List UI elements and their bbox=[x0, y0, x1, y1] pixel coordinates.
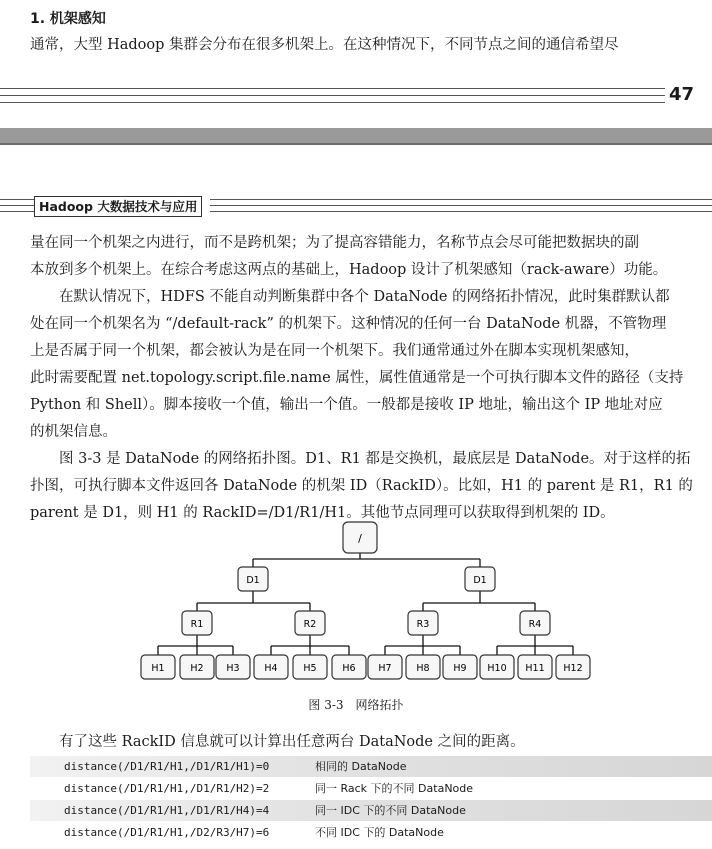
paragraph-line: 上是否属于同一个机架，都会被认为是在同一个机架下。我们通常通过外在脚本实现机架感知， bbox=[30, 343, 639, 359]
top-paragraph: 通常，大型 Hadoop 集群会分布在很多机架上。在这种情况下，不同节点之间的通信希望尽 bbox=[30, 37, 619, 53]
rack-label: R4 bbox=[528, 619, 542, 630]
rack-label: R2 bbox=[303, 619, 317, 630]
paragraph-line: parent 是 D1，则 H1 的 RackID=/D1/R1/H1。其他节点同理可以获取得到机架的 ID。 bbox=[30, 505, 615, 521]
paragraph-line: 的机架信息。 bbox=[30, 424, 117, 440]
rule-2 bbox=[0, 95, 665, 96]
paragraph-line: 此时需要配置 net.topology.script.file.name 属性，属性值通常是一个可执行脚本文件的路径（支持 bbox=[30, 370, 684, 386]
header-rule-right-2 bbox=[210, 205, 712, 206]
host-node bbox=[293, 655, 327, 679]
host-node bbox=[254, 655, 288, 679]
section-title: 1. 机架感知 bbox=[30, 11, 106, 27]
rack-node bbox=[182, 611, 212, 635]
host-label: H7 bbox=[378, 663, 392, 674]
page-number: 47 bbox=[668, 84, 694, 105]
host-label: H4 bbox=[264, 663, 278, 674]
paragraph-line: 量在同一个机架之内进行，而不是跨机架；为了提高容错能力，名称节点会尽可能把数据块的副 bbox=[30, 235, 639, 251]
code-text: distance(/D1/R1/H1,/D2/R3/H7)=6 bbox=[64, 826, 270, 839]
header-rule-left-3 bbox=[0, 211, 34, 212]
paragraph-line: 扑图，可执行脚本文件返回各 DataNode 的机架 ID（RackID）。比如，H1 的 parent 是 R1，R1 的 bbox=[30, 478, 693, 494]
datacenter-label: D1 bbox=[246, 575, 260, 586]
code-row bbox=[30, 800, 712, 821]
header-rule-right-1 bbox=[210, 199, 712, 200]
header-rule-right-3 bbox=[210, 211, 712, 212]
code-comment: 不同 IDC 下的 DataNode bbox=[315, 826, 444, 839]
code-row bbox=[30, 778, 712, 799]
host-label: H5 bbox=[303, 663, 317, 674]
code-row bbox=[30, 756, 712, 777]
paragraph-line: 本放到多个机架上。在综合考虑这两点的基础上，Hadoop 设计了机架感知（rack-aware）功能。 bbox=[30, 262, 668, 278]
host-node bbox=[216, 655, 250, 679]
code-comment: 同一 Rack 下的不同 DataNode bbox=[315, 782, 474, 795]
paragraph-line: 处在同一个机架名为 “/default-rack” 的机架下。这种情况的任何一台 DataNode 机器，不管物理 bbox=[30, 316, 667, 332]
datacenter-node bbox=[238, 567, 268, 591]
host-label: H12 bbox=[563, 663, 583, 674]
rule-1 bbox=[0, 88, 665, 89]
host-node bbox=[556, 655, 590, 679]
rack-node bbox=[295, 611, 325, 635]
code-text: distance(/D1/R1/H1,/D1/R1/H2)=2 bbox=[64, 782, 270, 795]
rule-3 bbox=[0, 102, 665, 103]
paragraph-line: 图 3-3 是 DataNode 的网络拓扑图。D1、R1 都是交换机，最底层是 DataNode。对于这样的拓 bbox=[30, 451, 691, 467]
page-separator-bar bbox=[0, 128, 712, 145]
rack-node bbox=[408, 611, 438, 635]
paragraph-line: 有了这些 RackID 信息就可以计算出任意两台 DataNode 之间的距离。 bbox=[30, 734, 525, 750]
code-comment: 相同的 DataNode bbox=[315, 760, 407, 773]
host-label: H8 bbox=[416, 663, 430, 674]
datacenter-label: D1 bbox=[473, 575, 487, 586]
book-title-header: Hadoop 大数据技术与应用 bbox=[34, 196, 202, 217]
header-rule-left-2 bbox=[0, 205, 34, 206]
host-label: H11 bbox=[525, 663, 545, 674]
code-row bbox=[30, 822, 712, 843]
code-comment: 同一 IDC 下的不同 DataNode bbox=[315, 804, 466, 817]
host-node bbox=[480, 655, 514, 679]
host-label: H9 bbox=[453, 663, 467, 674]
host-label: H1 bbox=[151, 663, 165, 674]
datacenter-node bbox=[465, 567, 495, 591]
paragraph-line: Python 和 Shell）。脚本接收一个值，输出一个值。一般都是接收 IP 地址，输出这个 IP 地址对应 bbox=[30, 397, 663, 413]
code-text: distance(/D1/R1/H1,/D1/R1/H4)=4 bbox=[64, 804, 270, 817]
rack-label: R1 bbox=[190, 619, 204, 630]
host-node bbox=[406, 655, 440, 679]
host-label: H10 bbox=[487, 663, 507, 674]
root-node bbox=[343, 522, 377, 553]
host-label: H3 bbox=[226, 663, 240, 674]
host-node bbox=[518, 655, 552, 679]
rack-node bbox=[520, 611, 550, 635]
header-rule-left-1 bbox=[0, 199, 34, 200]
host-node bbox=[332, 655, 366, 679]
figure-caption: 图 3-3 网络拓扑 bbox=[308, 698, 404, 712]
host-node bbox=[180, 655, 214, 679]
paragraph-line: 在默认情况下，HDFS 不能自动判断集群中各个 DataNode 的网络拓扑情况，此时集群默认都 bbox=[30, 289, 670, 305]
network-topology-diagram bbox=[0, 515, 712, 695]
root-label: / bbox=[358, 532, 362, 545]
host-label: H2 bbox=[190, 663, 204, 674]
topology-links bbox=[158, 553, 573, 655]
host-node bbox=[141, 655, 175, 679]
rack-label: R3 bbox=[416, 619, 430, 630]
host-node bbox=[443, 655, 477, 679]
host-label: H6 bbox=[342, 663, 356, 674]
host-node bbox=[368, 655, 402, 679]
code-text: distance(/D1/R1/H1,/D1/R1/H1)=0 bbox=[64, 760, 270, 773]
